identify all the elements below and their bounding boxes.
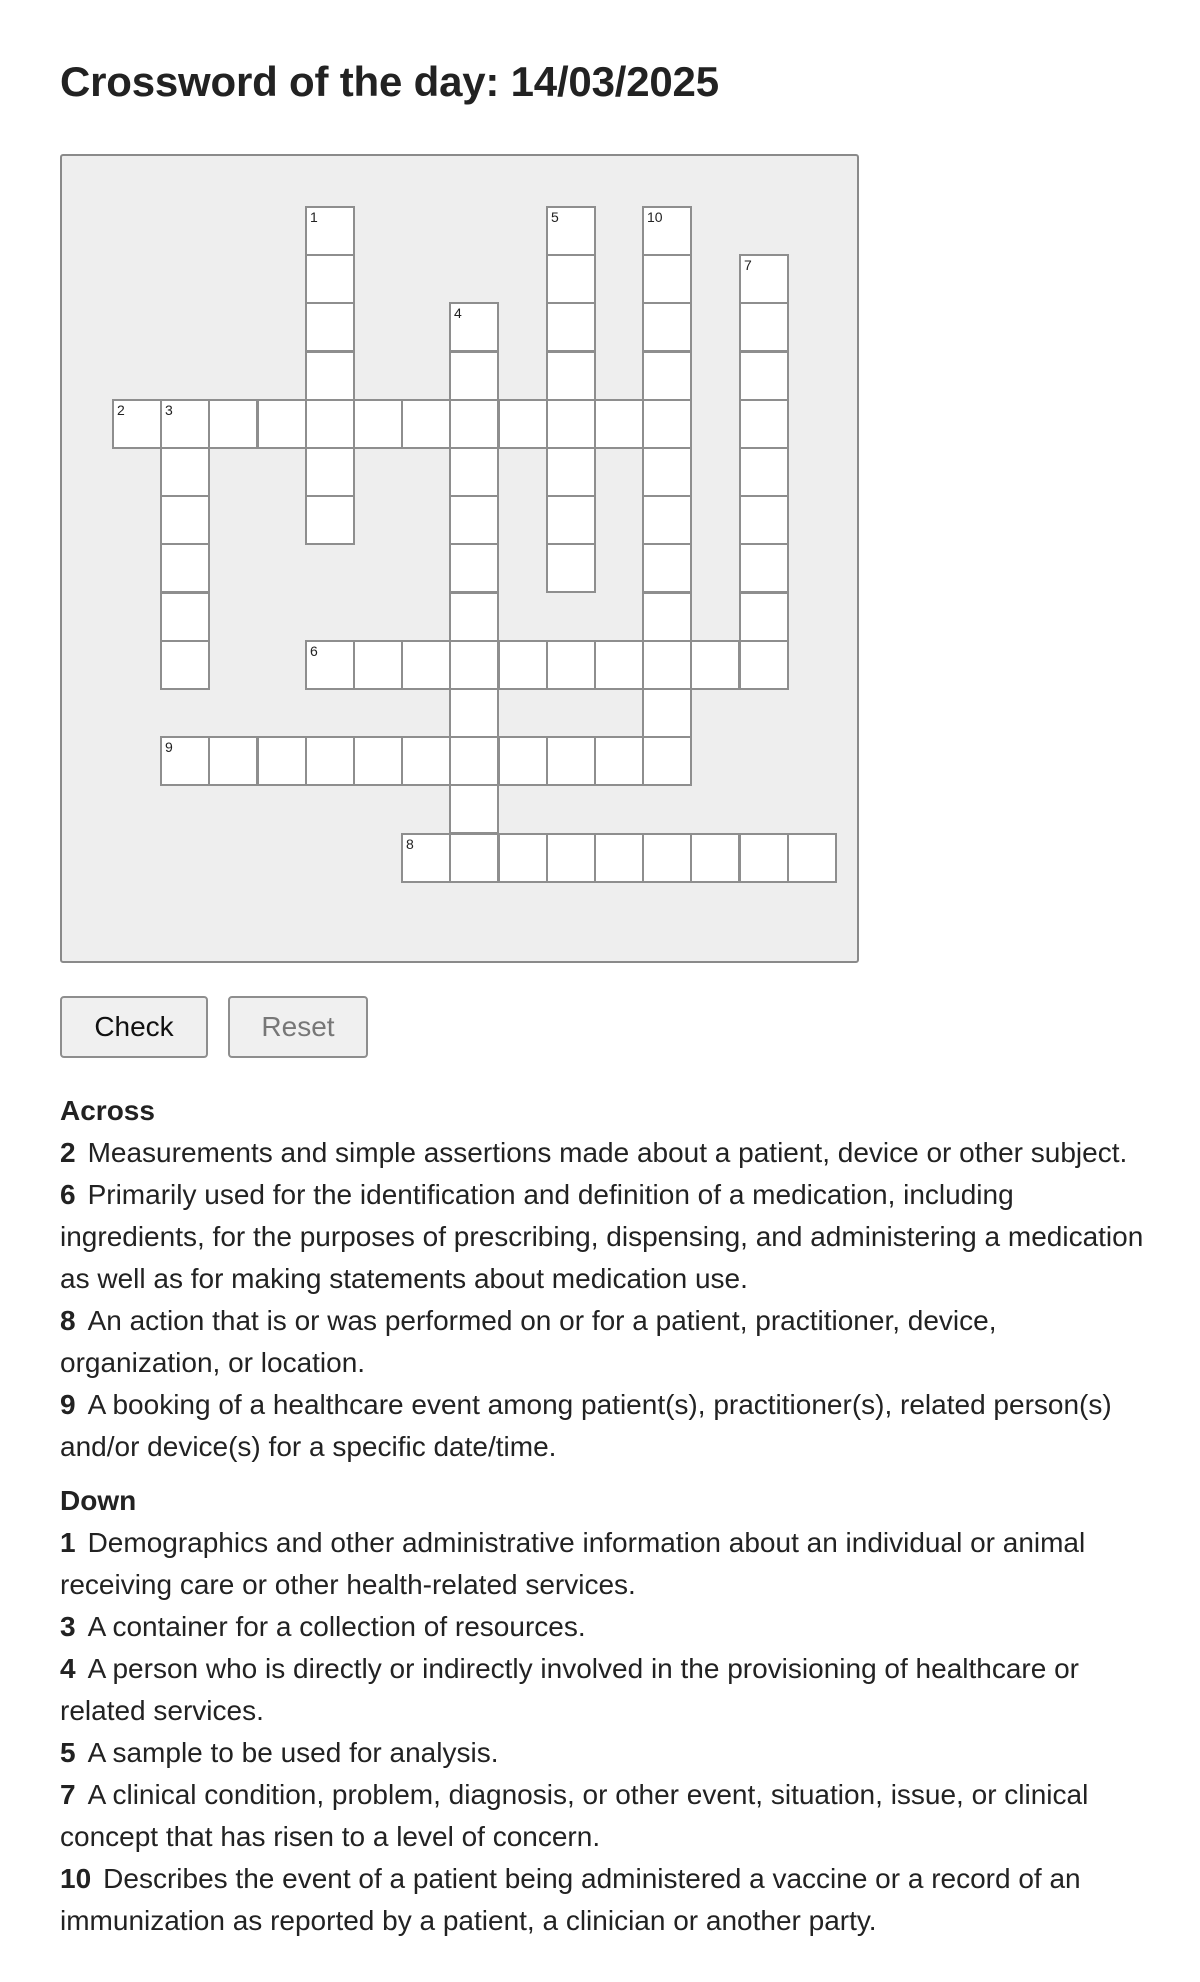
grid-cell[interactable] [305, 640, 355, 690]
grid-cell[interactable] [353, 399, 403, 449]
grid-cell[interactable] [353, 736, 403, 786]
clue-number: 3 [60, 1611, 76, 1642]
clue-number: 10 [60, 1863, 92, 1894]
cell-number: 2 [117, 402, 125, 418]
clue-number: 1 [60, 1527, 76, 1558]
down-clue-3 [60, 1606, 1160, 1648]
down-clue-list [60, 1522, 1160, 1942]
grid-cell[interactable] [546, 447, 596, 497]
grid-cell[interactable] [739, 399, 789, 449]
grid-cell[interactable] [642, 302, 692, 352]
cell-number: 10 [647, 209, 663, 225]
reset-button[interactable]: Reset [228, 996, 368, 1058]
grid-cell[interactable] [642, 206, 692, 256]
grid-cell[interactable] [160, 736, 210, 786]
grid-cell[interactable] [546, 495, 596, 545]
grid-cell[interactable] [739, 254, 789, 304]
grid-cell[interactable] [112, 399, 162, 449]
grid-cell[interactable] [498, 833, 548, 883]
grid-cell[interactable] [546, 640, 596, 690]
grid-cell[interactable] [160, 495, 210, 545]
grid-cell[interactable] [449, 302, 499, 352]
grid-cell[interactable] [739, 543, 789, 593]
grid-cell[interactable] [594, 736, 644, 786]
grid-cell[interactable] [208, 736, 258, 786]
grid-cell[interactable] [546, 543, 596, 593]
grid-cell[interactable] [305, 447, 355, 497]
clue-text: A clinical condition, problem, diagnosis, or other event, situation, issue, or clinical concept that has risen to a level of concern. [60, 1779, 1089, 1852]
clue-number: 7 [60, 1779, 76, 1810]
clue-number: 8 [60, 1305, 76, 1336]
cell-number: 7 [744, 257, 752, 273]
down-clue-1 [60, 1522, 1160, 1606]
grid-cell[interactable] [546, 206, 596, 256]
across-clue-6 [60, 1174, 1160, 1300]
across-clue-2 [60, 1132, 1160, 1174]
cell-number: 1 [310, 209, 318, 225]
grid-cell[interactable] [449, 640, 499, 690]
grid-cell[interactable] [449, 351, 499, 401]
clue-text: An action that is or was performed on or for a patient, practitioner, device, organization, or location. [60, 1305, 997, 1378]
clue-text: Primarily used for the identification and definition of a medication, including ingredients, for the purposes of prescribing, dispensing, and administering a medication as well as for making statements about medication use. [60, 1179, 1144, 1294]
grid-cell[interactable] [449, 784, 499, 834]
clue-number: 9 [60, 1389, 76, 1420]
grid-cell[interactable] [498, 399, 548, 449]
grid-cell[interactable] [305, 495, 355, 545]
grid-cell[interactable] [642, 736, 692, 786]
grid-cell[interactable] [449, 688, 499, 738]
grid-cell[interactable] [642, 447, 692, 497]
grid-cell[interactable] [449, 399, 499, 449]
grid-cell[interactable] [160, 592, 210, 642]
grid-cell[interactable] [690, 833, 740, 883]
cell-number: 5 [551, 209, 559, 225]
clue-text: A booking of a healthcare event among patient(s), practitioner(s), related person(s) and/or device(s) for a specific date/time. [60, 1389, 1112, 1462]
down-clue-10 [60, 1858, 1160, 1942]
grid-cell[interactable] [546, 351, 596, 401]
down-heading: Down [60, 1485, 137, 1516]
grid-cell[interactable] [449, 495, 499, 545]
grid-cell[interactable] [739, 640, 789, 690]
grid-cell[interactable] [642, 495, 692, 545]
clues-panel [60, 1090, 1160, 1954]
grid-cell[interactable] [594, 399, 644, 449]
grid-cell[interactable] [449, 833, 499, 883]
down-clue-4 [60, 1648, 1160, 1732]
grid-cell[interactable] [449, 447, 499, 497]
grid-cell[interactable] [642, 399, 692, 449]
grid-cell[interactable] [305, 206, 355, 256]
grid-cell[interactable] [546, 399, 596, 449]
page-title: Crossword of the day: 14/03/2025 [60, 58, 719, 105]
grid-cell[interactable] [594, 640, 644, 690]
across-clue-8 [60, 1300, 1160, 1384]
cell-number: 3 [165, 402, 173, 418]
check-button[interactable]: Check [60, 996, 208, 1058]
cell-number: 4 [454, 305, 462, 321]
cell-number: 6 [310, 643, 318, 659]
grid-cell[interactable] [305, 302, 355, 352]
grid-cell[interactable] [160, 640, 210, 690]
grid-cell[interactable] [401, 399, 451, 449]
grid-cell[interactable] [546, 254, 596, 304]
grid-cell[interactable] [160, 447, 210, 497]
clue-text: Describes the event of a patient being administered a vaccine or a record of an immunization as reported by a patient, a clinician or another party. [60, 1863, 1081, 1936]
grid-cell[interactable] [739, 833, 789, 883]
grid-cell[interactable] [401, 640, 451, 690]
grid-cell[interactable] [642, 592, 692, 642]
clue-number: 4 [60, 1653, 76, 1684]
grid-cell[interactable] [498, 640, 548, 690]
across-clue-9 [60, 1384, 1160, 1468]
cell-number: 8 [406, 836, 414, 852]
grid-cell[interactable] [401, 833, 451, 883]
down-clue-7 [60, 1774, 1160, 1858]
grid-cell[interactable] [546, 302, 596, 352]
grid-cell[interactable] [690, 640, 740, 690]
across-clue-list [60, 1132, 1160, 1468]
grid-cell[interactable] [449, 736, 499, 786]
grid-cell[interactable] [642, 351, 692, 401]
grid-cell[interactable] [401, 736, 451, 786]
clue-text: Demographics and other administrative information about an individual or animal receiving care or other health-related services. [60, 1527, 1086, 1600]
grid-cell[interactable] [594, 833, 644, 883]
grid-cell[interactable] [739, 592, 789, 642]
grid-cell[interactable] [305, 254, 355, 304]
grid-cell[interactable] [546, 833, 596, 883]
clue-text: A person who is directly or indirectly involved in the provisioning of healthcare or related services. [60, 1653, 1079, 1726]
grid-cell[interactable] [305, 351, 355, 401]
grid-cell[interactable] [642, 833, 692, 883]
grid-cell[interactable] [449, 592, 499, 642]
grid-cell[interactable] [257, 399, 307, 449]
clue-text: Measurements and simple assertions made about a patient, device or other subject. [87, 1137, 1128, 1168]
grid-cell[interactable] [160, 543, 210, 593]
grid-cell[interactable] [160, 399, 210, 449]
grid-cell[interactable] [353, 640, 403, 690]
grid-cell[interactable] [498, 736, 548, 786]
clue-number: 2 [60, 1137, 76, 1168]
grid-cell[interactable] [208, 399, 258, 449]
clue-number: 6 [60, 1179, 76, 1210]
grid-cell[interactable] [449, 543, 499, 593]
crossword-grid [60, 154, 859, 963]
clue-text: A sample to be used for analysis. [87, 1737, 499, 1768]
grid-cell[interactable] [305, 736, 355, 786]
grid-cell[interactable] [739, 495, 789, 545]
grid-cell[interactable] [642, 640, 692, 690]
grid-cell[interactable] [546, 736, 596, 786]
grid-cell[interactable] [642, 543, 692, 593]
grid-cell[interactable] [739, 351, 789, 401]
across-heading: Across [60, 1095, 155, 1126]
cell-number: 9 [165, 739, 173, 755]
grid-cell[interactable] [739, 447, 789, 497]
down-clue-5 [60, 1732, 1160, 1774]
grid-cell[interactable] [739, 302, 789, 352]
grid-cell[interactable] [305, 399, 355, 449]
clue-number: 5 [60, 1737, 76, 1768]
grid-cell[interactable] [787, 833, 837, 883]
clue-text: A container for a collection of resources. [87, 1611, 586, 1642]
grid-cell[interactable] [257, 736, 307, 786]
grid-cell[interactable] [642, 688, 692, 738]
grid-cell[interactable] [642, 254, 692, 304]
